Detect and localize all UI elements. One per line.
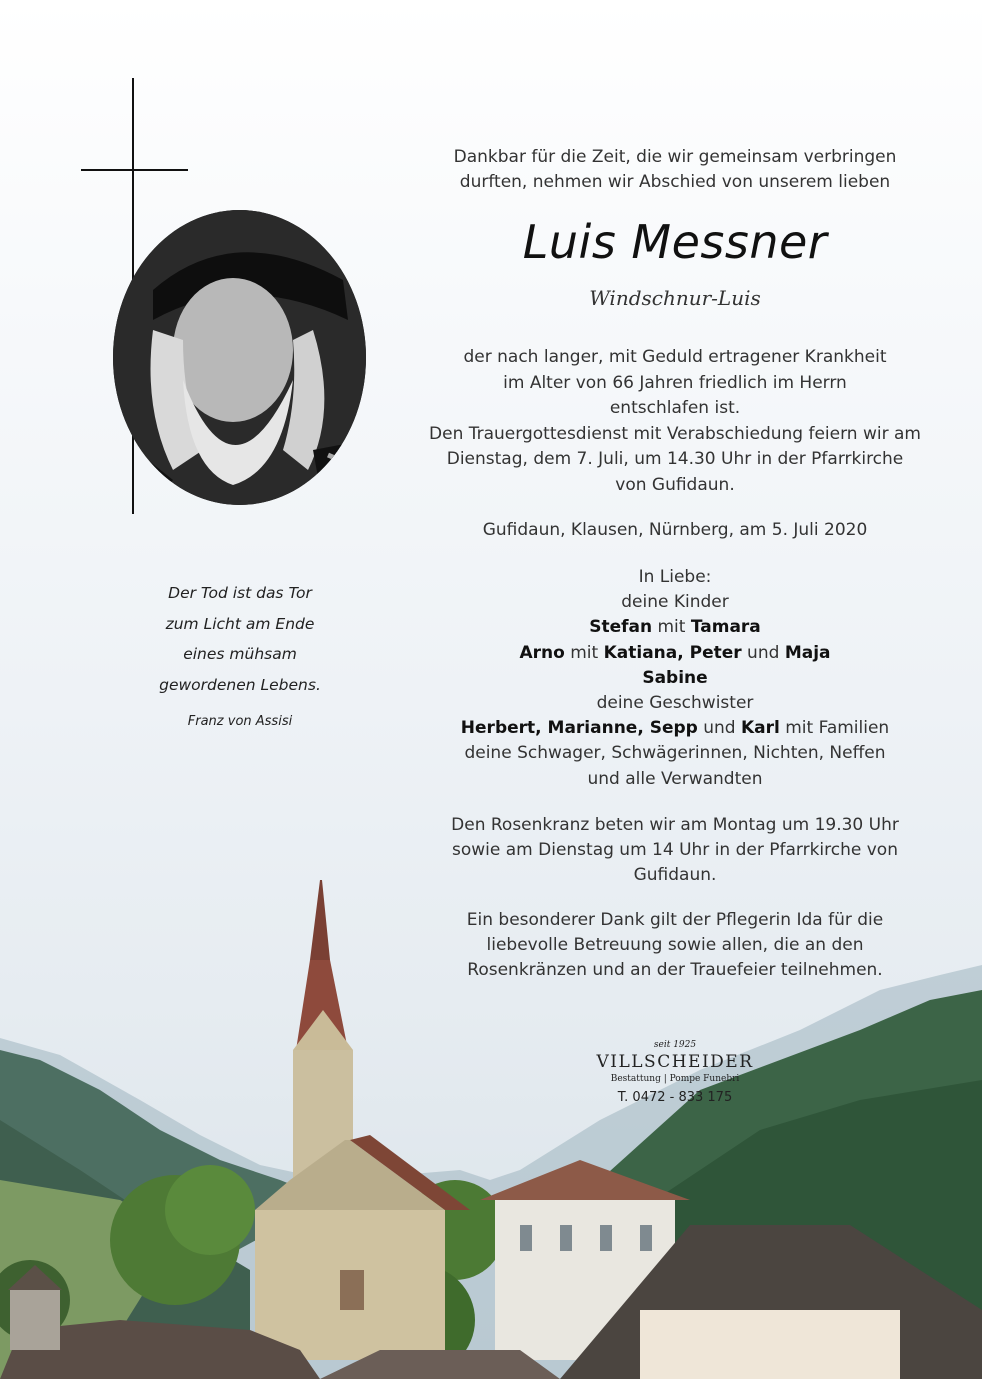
children-label: deine Kinder [621,592,729,613]
quote-author: Franz von Assisi [187,714,293,729]
rosary-line: Den Rosenkranz beten wir am Montag um 19.30 Uhr [451,815,899,835]
announcement-line: entschlafen ist. [609,398,741,418]
siblings-suffix: mit Familien [779,718,890,739]
mourners-list [420,565,930,792]
undertaker-subtitle: Bestattung | Pompe Funebri [610,1074,740,1084]
portrait-photo [113,210,366,505]
child-name: Arno [519,642,565,663]
undertaker-logo [580,1040,770,1105]
sibling-names: Herbert, Marianne, Sepp [460,718,698,739]
relatives-line: und alle Verwandten [587,768,763,789]
intro-line: Dankbar für die Zeit, die wir gemeinsam verbringen [453,147,897,167]
quote-line: zum Licht am Ende [165,614,315,633]
inlaws-line: deine Schwager, Schwägerinnen, Nichten, Neffen [464,743,886,764]
announcement-text [420,345,930,498]
thanks-line: Ein besonderer Dank gilt der Pflegerin Ida für die [466,910,884,930]
deceased-name: Luis Messner [522,215,828,269]
conjunction: und [697,718,741,739]
partner-name: Katiana, Peter [603,642,742,663]
conjunction: mit [564,642,604,663]
thanks-line: liebevolle Betreuung sowie allen, die an den [486,935,864,955]
announcement-line: der nach langer, mit Geduld ertragener Krankheit [463,347,887,367]
thanks-line: Rosenkränzen und an der Trauefeier teilnehmen. [467,960,883,980]
undertaker-since: seit 1925 [653,1040,697,1050]
child-line [420,666,930,691]
intro-line: durften, nehmen wir Abschied von unserem lieben [459,172,891,192]
undertaker-name: VILLSCHEIDER [596,1052,754,1072]
siblings-label: deine Geschwister [596,693,754,714]
undertaker-phone: T. 0472 - 833 175 [617,1090,733,1105]
conjunction: mit [652,617,691,638]
rosary-info [420,813,930,888]
announcement-line: von Gufidaun. [615,474,735,495]
sibling-name: Karl [740,718,780,739]
conjunction: und [741,642,785,663]
intro-text [420,145,930,195]
rosary-line: sowie am Dienstag um 14 Uhr in der Pfarrkirche von [452,840,898,860]
partner-name: Tamara [690,617,761,638]
announcement-line: im Alter von 66 Jahren friedlich im Herrn [503,372,847,393]
announcement-line: Dienstag, dem 7. Juli, um 14.30 Uhr in der Pfarrkirche [446,449,904,469]
quote-line: Der Tod ist das Tor [168,584,312,602]
cross-horizontal-bar [81,169,188,171]
in-love-label: In Liebe: [638,567,712,587]
child-name: Sabine [642,667,708,688]
deceased-nickname: Windschnur-Luis [589,286,761,310]
quote-line: eines mühsam [183,645,297,663]
child-line [420,641,930,666]
child-line [420,615,930,640]
siblings-line [420,716,930,741]
place-and-date: Gufidaun, Klausen, Nürnberg, am 5. Juli 2020 [482,520,868,540]
child-name: Stefan [589,617,653,638]
thanks-text [420,908,930,983]
rosary-line: Gufidaun. [633,865,717,885]
quote [130,578,350,700]
grandchild-name: Maja [784,642,831,663]
quote-line: gewordenen Lebens. [159,675,321,694]
announcement-line: Den Trauergottesdienst mit Verabschiedung feiern wir am [429,423,921,444]
